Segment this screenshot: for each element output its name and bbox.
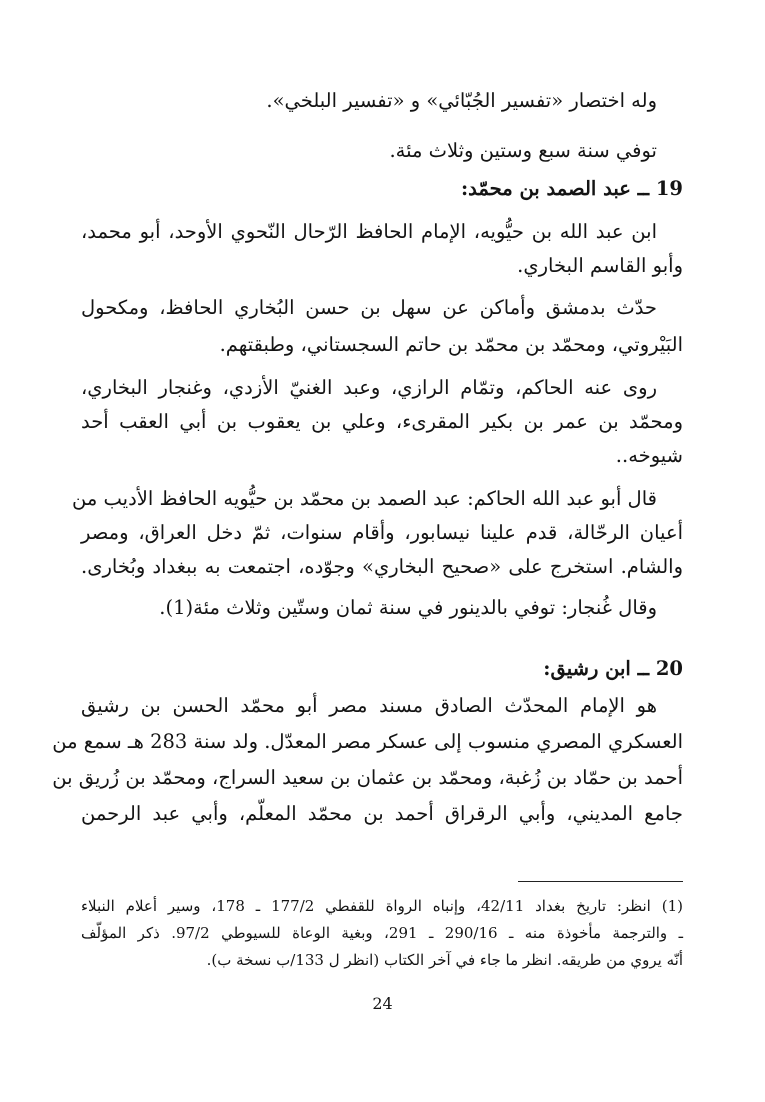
footnote-line: (1) انظر: تاريخ بغداد 42/11، وإنباه الرواة للقفطي 177/2 ـ 178، وسير أعلام النبلاء: [81, 897, 683, 915]
entry-heading: 20 ــ ابن رشيق:: [543, 657, 683, 680]
footnote-line: أنّه يروي من طريقه. انظر ما جاء في آخر الكتاب (انظر ل 133/ب نسخة ب).: [206, 951, 683, 969]
text-line: حدّث بدمشق وأماكن عن سهل بن حسن البُخاري الحافظ، ومكحول: [81, 296, 657, 319]
entry-heading: 19 ــ عبد الصمد بن محمّد:: [460, 177, 683, 200]
text-line: شيوخه..: [615, 444, 683, 467]
text-line: توفي سنة سبع وستين وثلاث مئة.: [389, 139, 657, 162]
text-line: روى عنه الحاكم، وتمّام الرازي، وعبد الغنيّ الأزدي، وغنجار البخاري،: [81, 376, 657, 399]
page-number: 24: [372, 994, 393, 1013]
text-line: البَيْروتي، ومحمّد بن محمّد بن حاتم السجستاني، وطبقتهم.: [219, 333, 683, 356]
text-line: وقال غُنجار: توفي بالدينور في سنة ثمان وستّين وثلاث مئة(1).: [159, 596, 657, 619]
footnote-line: ـ والترجمة مأخوذة منه ـ 290/16 ـ 291، وبغية الوعاة للسيوطي 97/2. ذكر المؤلّف: [81, 924, 683, 942]
text-line: وله اختصار «تفسير الجُبّائي» و «تفسير البلخي».: [266, 89, 657, 112]
text-line: وأبو القاسم البخاري.: [517, 254, 683, 277]
text-line: هو الإمام المحدّث الصادق مسند مصر أبو محمّد الحسن بن رشيق: [81, 694, 657, 717]
text-line: قال أبو عبد الله الحاكم: عبد الصمد بن محمّد بن حيُّويه الحافظ الأديب من: [72, 487, 657, 510]
footnote-divider: [518, 881, 683, 882]
text-line: العسكري المصري منسوب إلى عسكر مصر المعدّل. ولد سنة 283 هـ سمع من: [52, 730, 683, 753]
text-line: أعيان الرحّالة، قدم علينا نيسابور، وأقام سنوات، ثمّ دخل العراق، ومصر: [81, 521, 683, 544]
text-line: ومحمّد بن عمر بن بكير المقرىء، وعلي بن يعقوب بن أبي العقب أحد: [81, 410, 683, 433]
text-line: أحمد بن حمّاد بن زُغبة، ومحمّد بن عثمان بن سعيد السراج، ومحمّد بن زُريق بن: [52, 766, 683, 789]
text-line: والشام. استخرج على «صحيح البخاري» وجوّده، اجتمعت به ببغداد وبُخارى.: [81, 555, 683, 578]
text-line: جامع المديني، وأبي الرقراق أحمد بن محمّد المعلّم، وأبي عبد الرحمن: [81, 802, 683, 825]
text-line: ابن عبد الله بن حيُّويه، الإمام الحافظ الرّحال النّحوي الأوحد، أبو محمد،: [81, 220, 657, 243]
